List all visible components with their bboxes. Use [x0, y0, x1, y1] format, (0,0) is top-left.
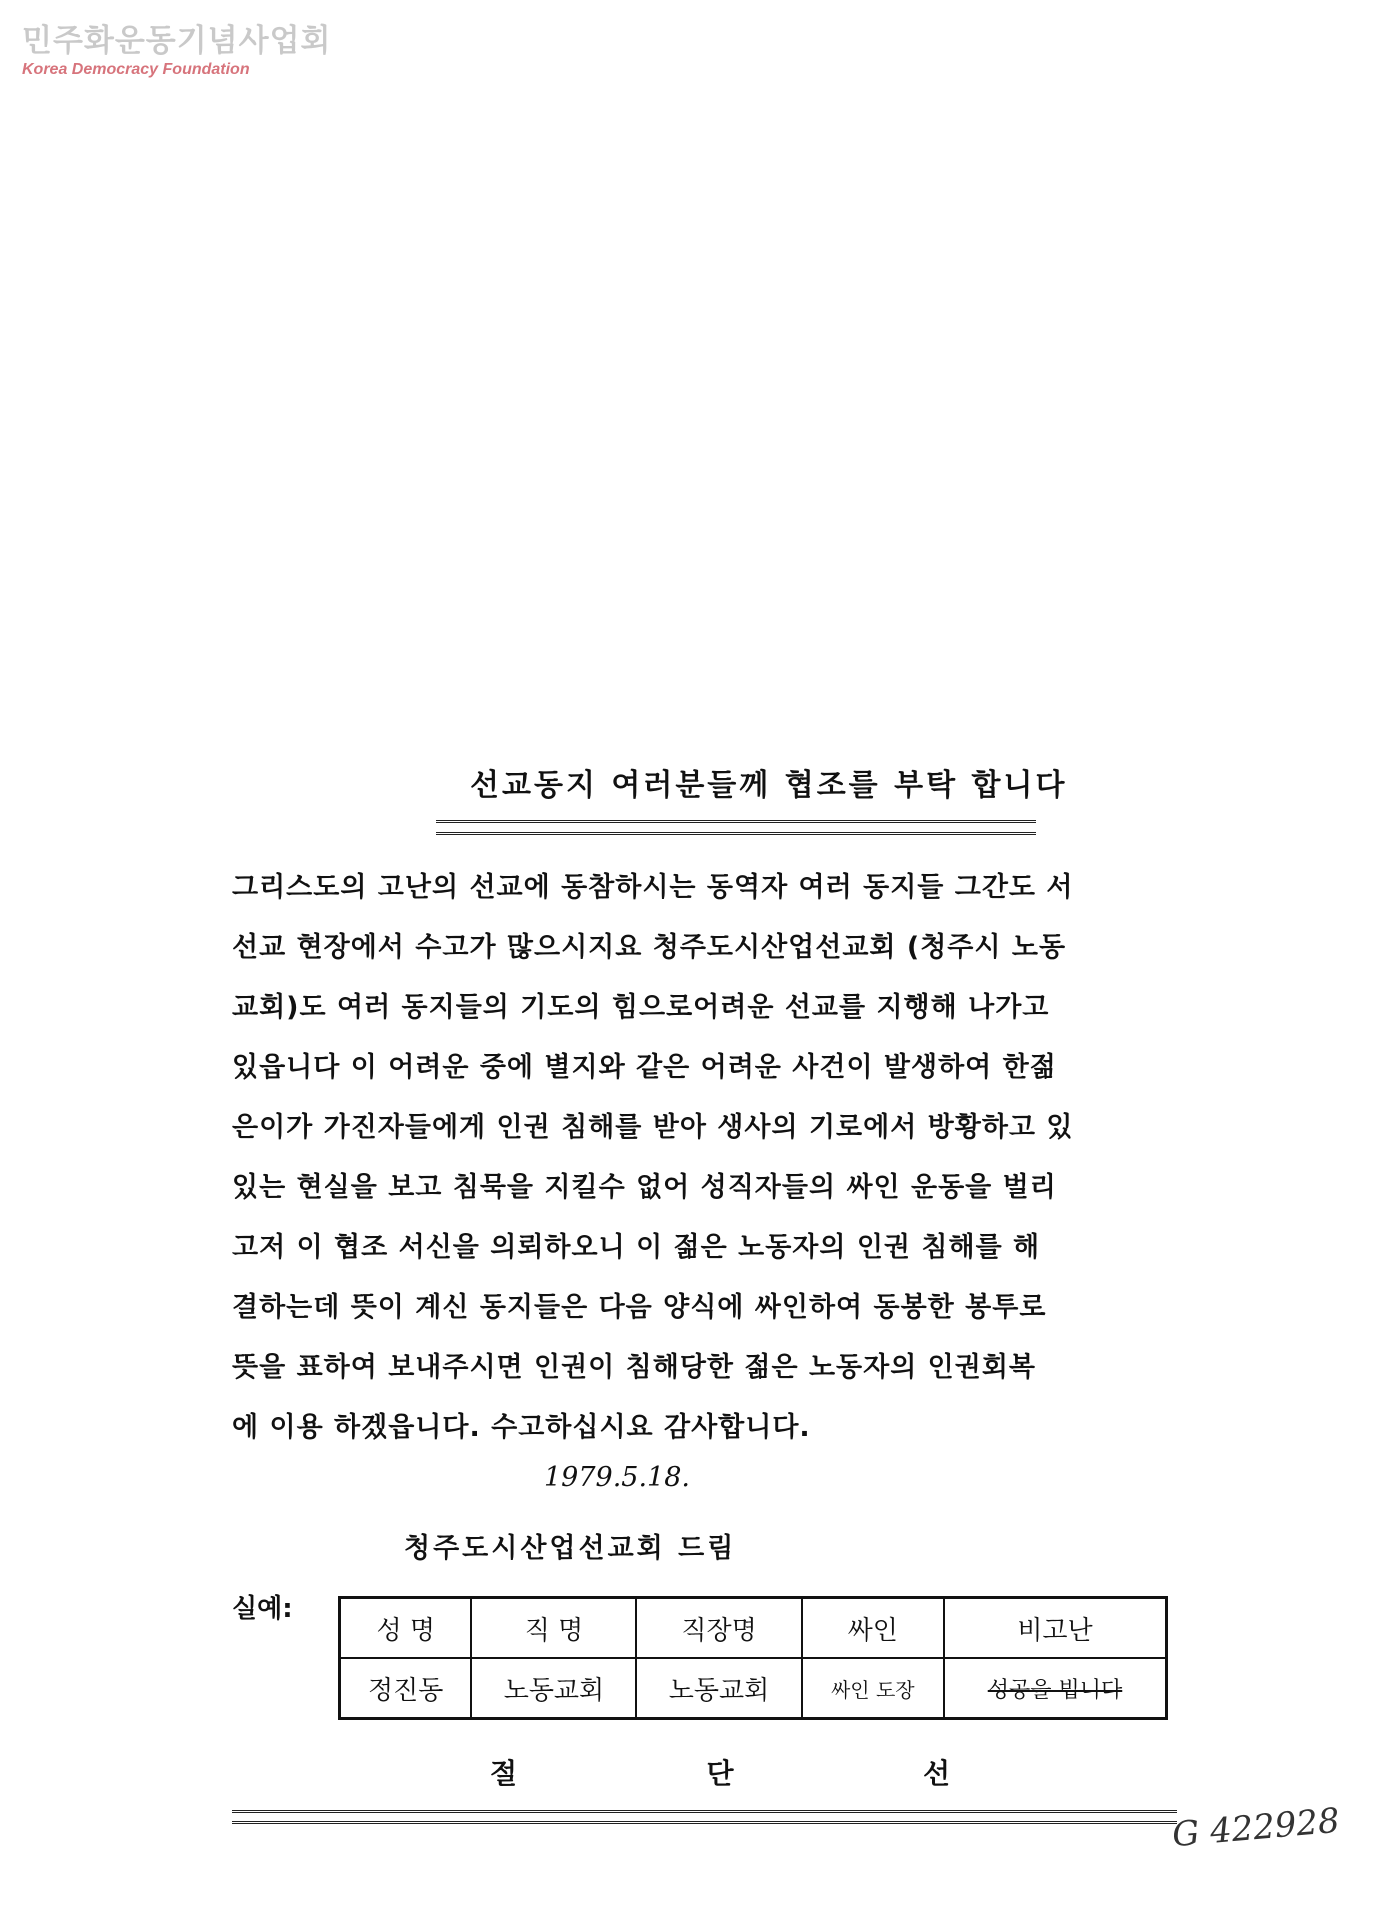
- body-line: 뜻을 표하여 보내주시면 인권이 침해당한 젊은 노동자의 인권회복: [232, 1352, 1037, 1383]
- header-name: 성 명: [340, 1598, 472, 1659]
- body-line: 에 이용 하겠읍니다. 수고하십시요 감사합니다.: [232, 1412, 811, 1443]
- example-name: 정진동: [340, 1658, 472, 1719]
- archive-number: G 422928: [1170, 1800, 1342, 1856]
- body-line: 은이가 가진자들에게 인권 침해를 받아 생사의 기로에서 방황하고 있: [232, 1112, 1074, 1143]
- header-workplace: 직장명: [636, 1598, 801, 1659]
- letter-date: 1979.5.18.: [544, 1462, 690, 1493]
- watermark-korean: 민주화운동기념사업회: [22, 23, 332, 59]
- body-line: 있는 현실을 보고 침묵을 지킬수 없어 성직자들의 싸인 운동을 벌리: [232, 1172, 1057, 1203]
- watermark-english: Korea Democracy Foundation: [22, 61, 250, 78]
- body-line: 교회)도 여러 동지들의 기도의 힘으로어려운 선교를 지행해 나가고: [232, 992, 1050, 1023]
- example-signature: 싸인 도장: [802, 1658, 944, 1719]
- example-title: 노동교회: [471, 1658, 636, 1719]
- cut-char: 선: [922, 1757, 950, 1790]
- body-line: 그리스도의 고난의 선교에 동참하시는 동역자 여러 동지들 그간도 서: [232, 872, 1074, 903]
- example-remarks: 성공을 빕니다: [944, 1658, 1167, 1719]
- cut-char: 단: [706, 1757, 734, 1790]
- header-title: 직 명: [471, 1598, 636, 1659]
- cut-line-label: [490, 1752, 950, 1792]
- table-header-row: [340, 1598, 1167, 1659]
- example-workplace: 노동교회: [636, 1658, 801, 1719]
- watermark: [22, 24, 331, 80]
- letter-title: 선교동지 여러분들께 협조를 부탁 합니다: [470, 768, 1068, 803]
- signature-form-table: [338, 1596, 1168, 1720]
- cut-char: 절: [490, 1757, 518, 1790]
- body-line: 결하는데 뜻이 계신 동지들은 다음 양식에 싸인하여 동봉한 봉투로: [232, 1292, 1047, 1323]
- body-line: 고저 이 협조 서신을 의뢰하오니 이 젊은 노동자의 인권 침해를 해: [232, 1232, 1041, 1263]
- title-double-rule: [436, 820, 1036, 835]
- letter-body: [232, 858, 1182, 1458]
- body-line: 있읍니다 이 어려운 중에 별지와 같은 어려운 사건이 발생하여 한젊: [232, 1052, 1057, 1083]
- header-remarks: 비고난: [944, 1598, 1167, 1659]
- example-label: 실예:: [232, 1594, 293, 1624]
- letter-sender: 청주도시산업선교회 드림: [404, 1533, 737, 1564]
- body-line: 선교 현장에서 수고가 많으시지요 청주도시산업선교회 (청주시 노동: [232, 932, 1067, 963]
- header-signature: 싸인: [802, 1598, 944, 1659]
- table-row: [340, 1658, 1167, 1719]
- cut-double-rule: [232, 1810, 1177, 1824]
